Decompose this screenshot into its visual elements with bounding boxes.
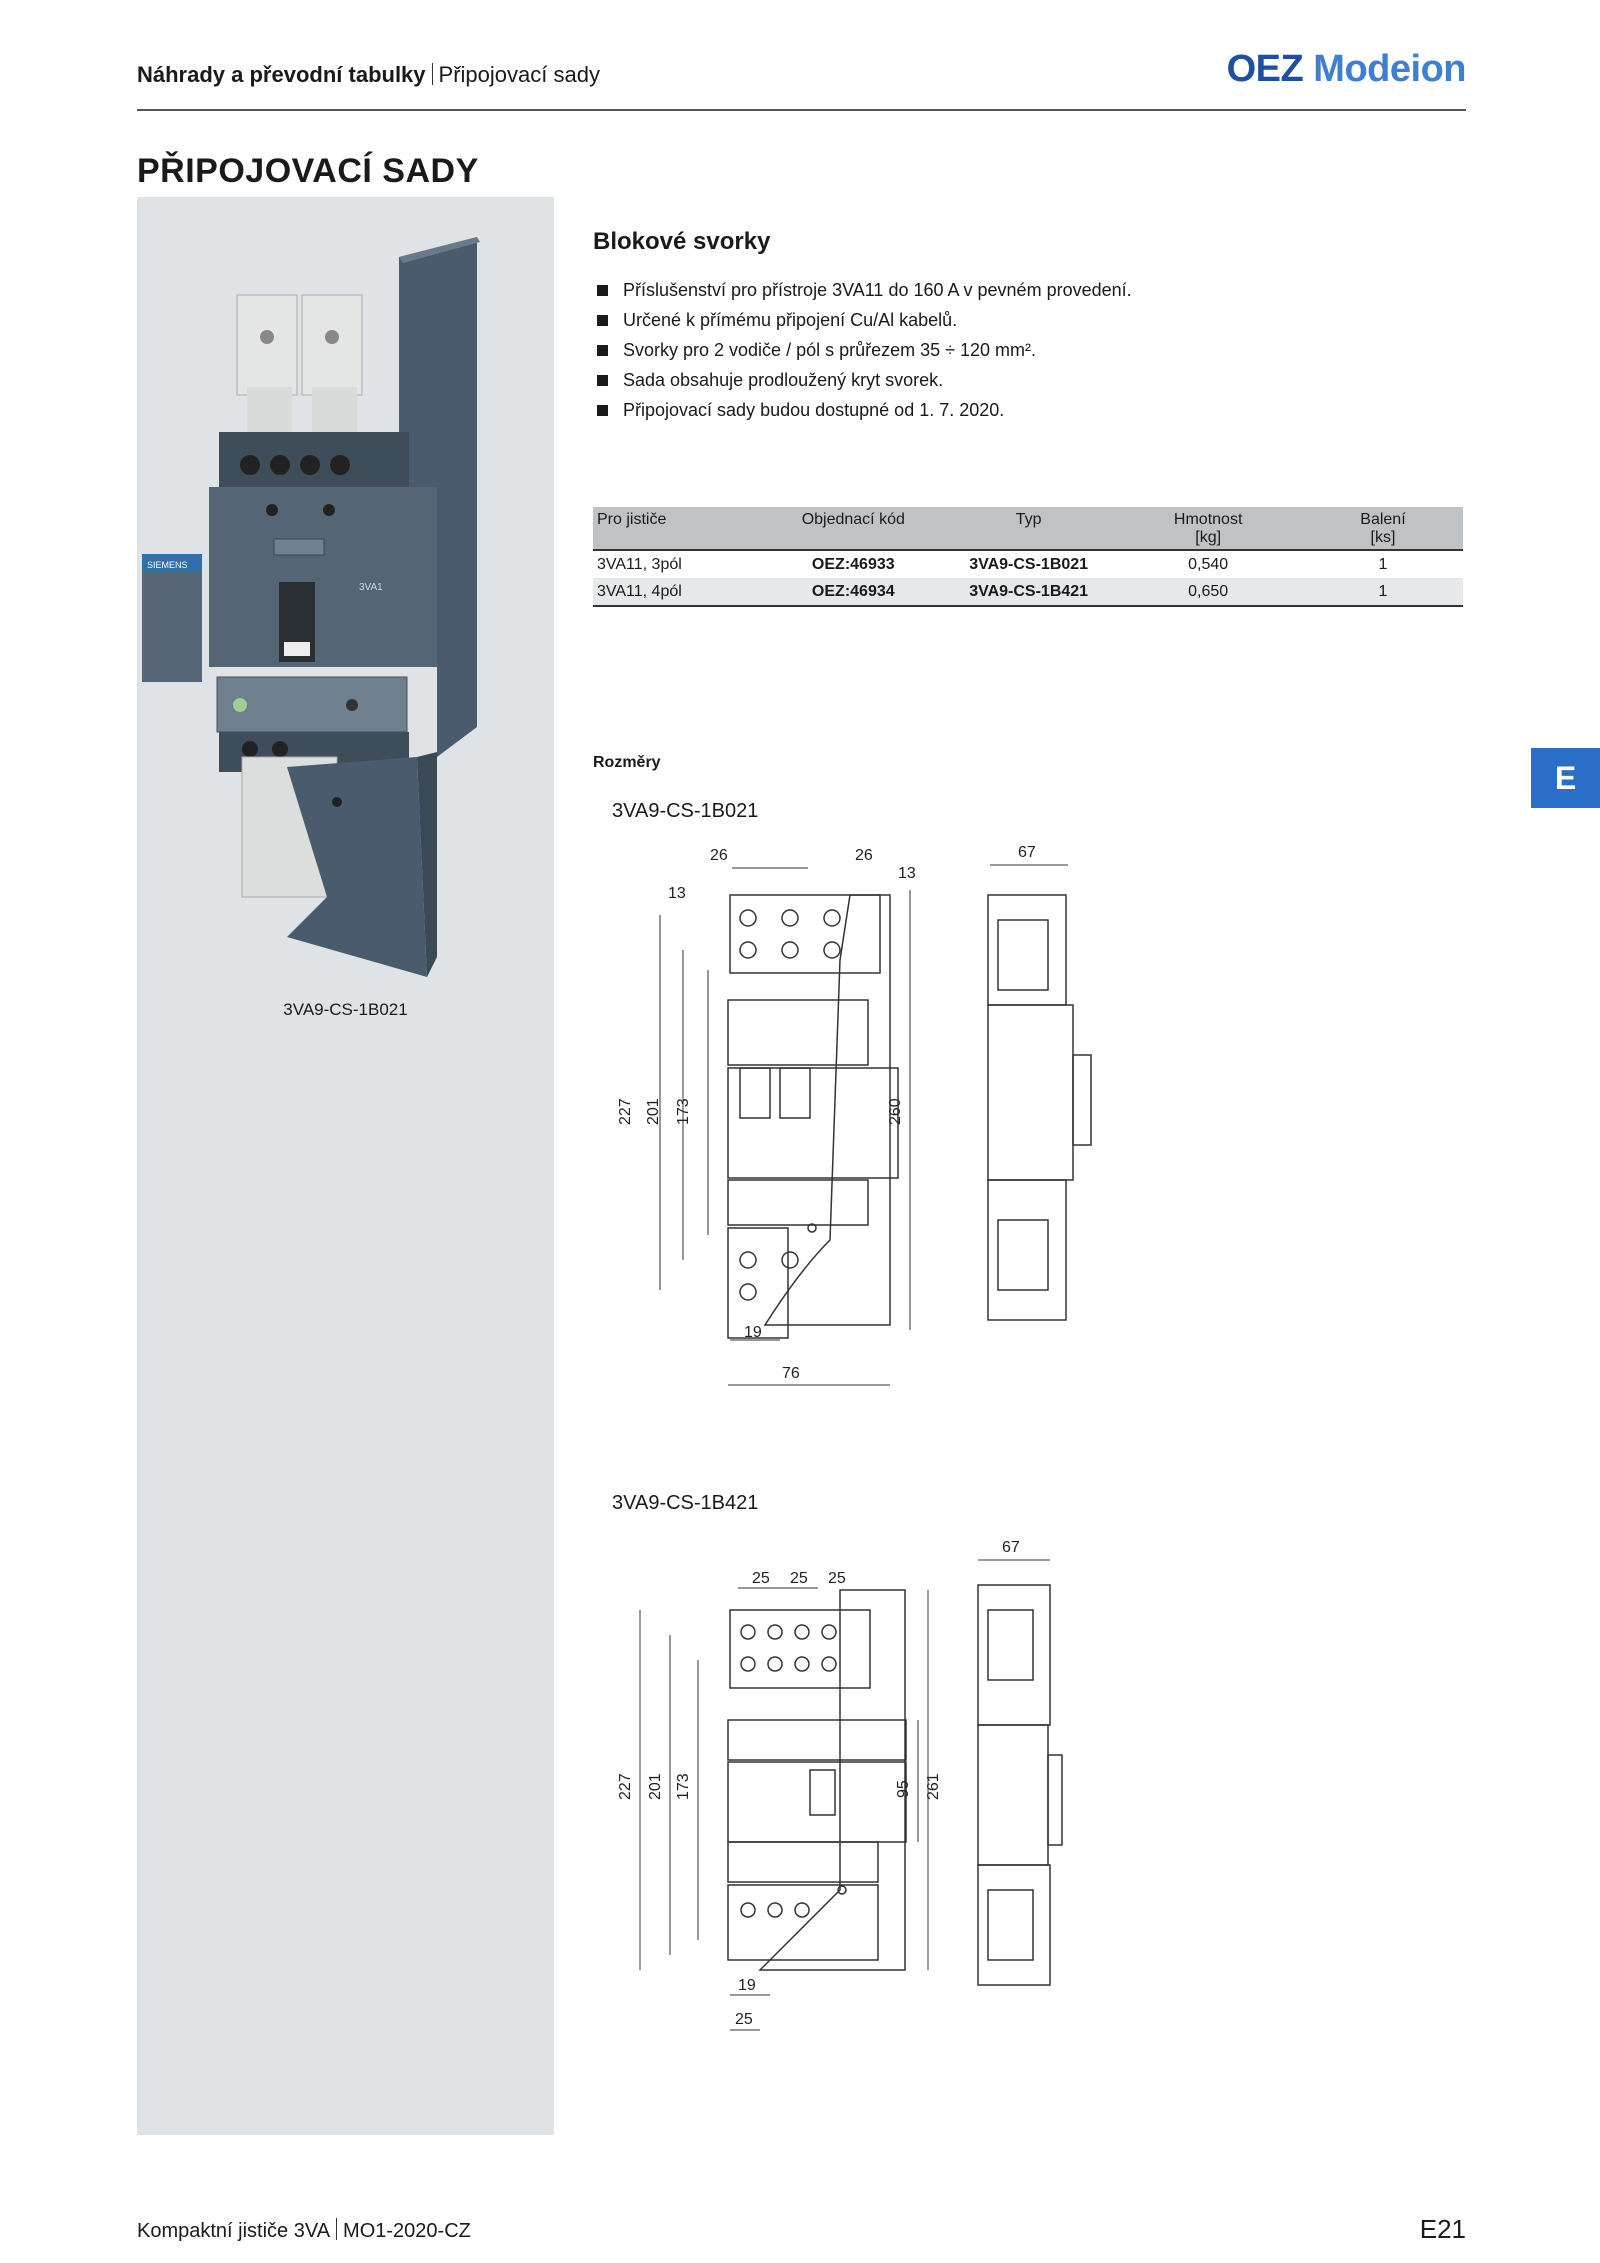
drawing-3va9-cs-1b021 (600, 840, 1140, 1400)
cell: 1 (1303, 578, 1463, 606)
cell: 3VA9-CS-1B421 (944, 578, 1113, 606)
footer-doc (137, 2218, 471, 2243)
chapter-tab[interactable]: E (1531, 748, 1600, 808)
table-row (593, 550, 1463, 578)
product-model-label: 3VA1 (359, 582, 383, 593)
header-breadcrumb (137, 62, 600, 88)
feature-item: Určené k přímému připojení Cu/Al kabelů. (593, 305, 1132, 335)
header-section: Náhrady a převodní tabulky (137, 62, 426, 87)
table-header-row (593, 507, 1463, 550)
table-row (593, 578, 1463, 606)
product-panel (137, 197, 554, 2135)
drawing1-title: 3VA9-CS-1B021 (612, 800, 759, 822)
ordering-table (593, 507, 1463, 607)
dim-label: 67 (1018, 844, 1036, 861)
product-brand-label: SIEMENS (147, 560, 188, 570)
dim-label: 173 (675, 1773, 692, 1800)
feature-item: Připojovací sady budou dostupné od 1. 7. 2020. (593, 395, 1132, 425)
cell: 0,650 (1113, 578, 1303, 606)
dim-label: 13 (668, 885, 686, 902)
th-objednaci-kod: Objednací kód (763, 507, 944, 550)
logo-oez: OEZ (1226, 48, 1304, 90)
product-caption: 3VA9-CS-1B021 (283, 1000, 408, 1019)
dim-label: 227 (617, 1098, 634, 1125)
cell: 3VA11, 4pól (593, 578, 763, 606)
header-subsection: Připojovací sady (438, 62, 600, 87)
cell: 0,540 (1188, 555, 1229, 573)
dim-label: 173 (675, 1098, 692, 1125)
product-image (137, 197, 554, 977)
dim-label: 260 (887, 1098, 904, 1125)
cell: 3VA11, 3pól (597, 555, 682, 573)
header-divider (432, 63, 433, 85)
drawing-3va9-cs-1b421 (600, 1530, 1140, 2090)
dim-label: 25 (752, 1570, 770, 1587)
dim-label: 19 (738, 1977, 756, 1994)
dim-label: 76 (782, 1365, 800, 1382)
dim-label: 19 (744, 1324, 762, 1341)
dim-label: 25 (790, 1570, 808, 1587)
dim-label: 25 (828, 1570, 846, 1587)
feature-item: Svorky pro 2 vodiče / pól s průřezem 35 ÷ 120 mm². (593, 335, 1132, 365)
th-hmotnost: Hmotnost [kg] (1113, 507, 1303, 550)
dim-label: 25 (735, 2011, 753, 2028)
th-typ: Typ (944, 507, 1113, 550)
oez-modeion-logo (1227, 48, 1466, 91)
dim-label: 261 (925, 1773, 942, 1800)
dim-label: 26 (855, 847, 873, 864)
feature-item: Příslušenství pro přístroje 3VA11 do 160 A v pevném provedení. (593, 275, 1132, 305)
dimensions-label: Rozměry (593, 754, 661, 771)
dim-label: 201 (647, 1773, 664, 1800)
feature-item: Sada obsahuje prodloužený kryt svorek. (593, 365, 1132, 395)
dim-label: 95 (895, 1780, 912, 1798)
th-pro-jistice: Pro jističe (593, 507, 763, 550)
header-rule (137, 109, 1466, 111)
section-title: Blokové svorky (593, 228, 771, 255)
footer-doc-code: MO1-2020-CZ (343, 2220, 471, 2242)
footer-divider (336, 2218, 337, 2240)
drawing2-title: 3VA9-CS-1B421 (612, 1492, 759, 1514)
cell: OEZ:46934 (763, 578, 944, 606)
footer-doc-title: Kompaktní jističe 3VA (137, 2220, 331, 2242)
dim-label: 26 (710, 847, 728, 864)
feature-list (593, 275, 1132, 425)
dim-label: 227 (617, 1773, 634, 1800)
th-baleni: Balení [ks] (1303, 507, 1463, 550)
cell: 3VA9-CS-1B021 (969, 555, 1089, 573)
page-title: PŘIPOJOVACÍ SADY (137, 152, 479, 190)
page-number: E21 (1419, 2214, 1466, 2244)
dim-label: 67 (1002, 1539, 1020, 1556)
logo-modeion: Modeion (1313, 48, 1466, 90)
cell: OEZ:46933 (811, 555, 895, 573)
dim-label: 201 (645, 1098, 662, 1125)
dim-label: 13 (898, 865, 916, 882)
cell: 1 (1378, 555, 1388, 573)
